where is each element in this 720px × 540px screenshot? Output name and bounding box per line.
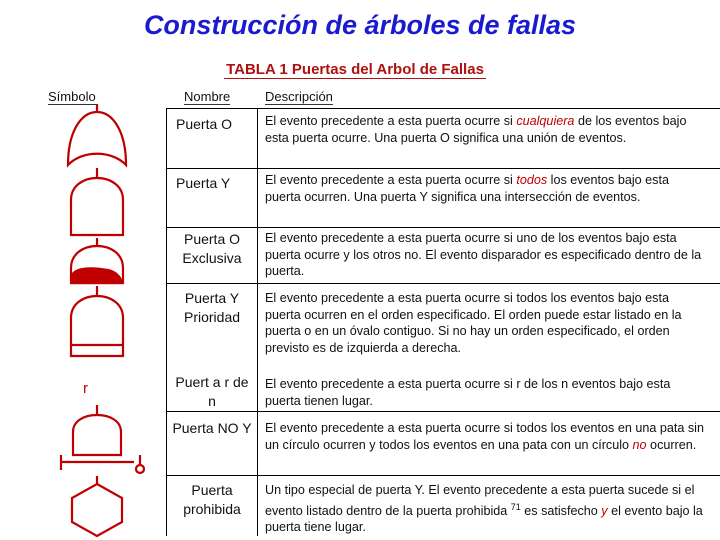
page-title: Construcción de árboles de fallas [143, 10, 577, 40]
row-separator [166, 283, 720, 284]
or-gate-icon [68, 104, 126, 165]
gate-name-or: Puerta O [176, 116, 233, 132]
desc-text: ocurren. [646, 437, 697, 452]
and-gate-icon [71, 168, 123, 235]
desc-text: El evento precedente a esta puerta ocurre si [265, 173, 517, 187]
desc-text: de los eventos bajo esta puerta ocurre. Una puerta O significa una unión de eventos. [265, 114, 687, 145]
gate-name-priority-and: Puerta Y Prioridad [183, 290, 241, 325]
row-separator [166, 411, 720, 412]
xor-gate-icon [71, 238, 123, 283]
gate-desc-priority-and: El evento precedente a esta puerta ocurre si todos los eventos bajo esta puerta ocurren en el orden especificado. El orden puede estar listado en la puerta o en un óvalo contiguo. Si no hay un orden especificado, el orden previsto es de izquierda a derecha. [265, 291, 682, 355]
gate-name-and: Puerta Y [176, 175, 231, 191]
desc-emphasis: y [601, 503, 608, 518]
gate-symbols [0, 0, 165, 540]
gate-desc-r-of-n: El evento precedente a esta puerta ocurre si r de los n eventos bajo esta puerta tienen lugar. [265, 377, 671, 408]
desc-emphasis: no [632, 437, 647, 452]
nand-gate-icon [61, 405, 144, 473]
gate-desc-nand [265, 420, 705, 453]
desc-emphasis: todos [516, 173, 548, 187]
desc-text: El evento precedente a esta puerta ocurre si todos los eventos en una pata sin un círculo ocurren y todos los eventos en una pata con un círculo [265, 421, 704, 452]
header-description: Descripción [265, 89, 333, 104]
header-name: Nombre [184, 89, 231, 104]
gate-name-inhibit: Puerta prohibida [183, 482, 241, 517]
row-separator [166, 227, 720, 228]
gate-desc-inhibit [265, 482, 705, 536]
gate-desc-and [265, 172, 705, 205]
gate-desc-or [265, 113, 705, 146]
desc-text: es satisfecho [520, 503, 602, 518]
desc-text: los eventos bajo esta puerta ocurren. Una puerta Y significa una intersección de eventos. [265, 173, 669, 204]
desc-text: El evento precedente a esta puerta ocurre si [265, 114, 517, 128]
desc-text: Un tipo especial de puerta Y. El evento precedente a esta puerta sucede si el evento listado dentro de la puerta prohibida [265, 483, 695, 518]
row-separator [166, 108, 720, 109]
gate-desc-xor: El evento precedente a esta puerta ocurre si uno de los eventos bajo esta puerta ocurre y los otros no. El evento disparador es especificado dentro de la puerta. [265, 231, 702, 278]
gate-name-r-of-n: Puert a r de n [175, 374, 249, 409]
inhibit-gate-icon [72, 476, 122, 536]
header-symbol: Símbolo [48, 89, 96, 104]
row-separator [166, 475, 720, 476]
row-separator [166, 168, 720, 169]
priority-and-gate-icon [71, 286, 123, 356]
gate-name-nand: Puerta NO Y [172, 420, 252, 436]
footnote-number: 71 [510, 501, 521, 512]
desc-emphasis: cualquiera [516, 114, 575, 128]
gate-name-xor: Puerta O Exclusiva [182, 231, 242, 266]
table-caption-text: TABLA 1 Puertas del Arbol de Fallas [226, 61, 484, 78]
r-of-n-label: r [83, 380, 88, 397]
desc-text: el evento bajo la puerta tiene lugar. [265, 503, 703, 535]
